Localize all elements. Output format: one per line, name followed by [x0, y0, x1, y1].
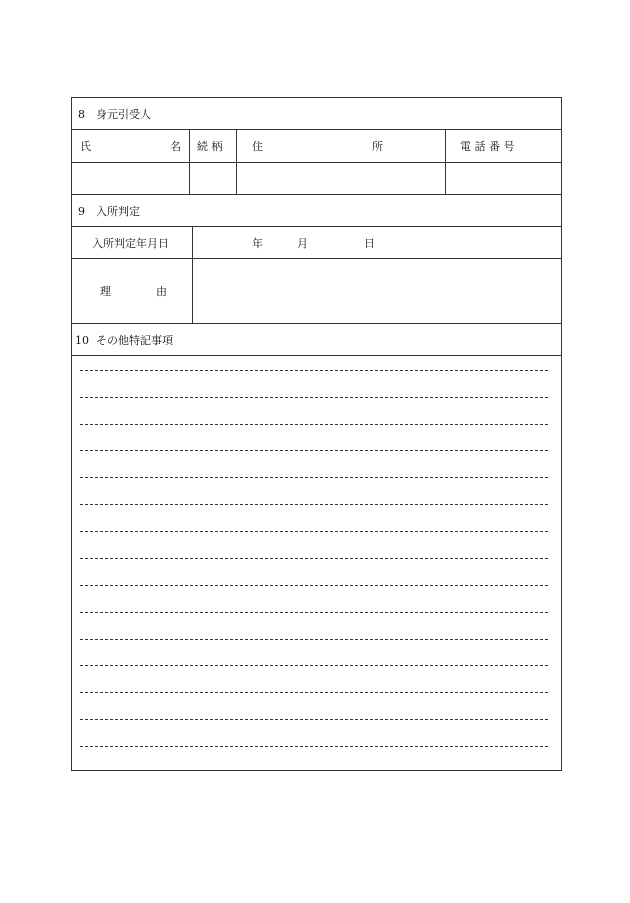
column-divider — [236, 130, 237, 195]
admission-date-row — [72, 227, 561, 259]
note-line — [80, 424, 548, 425]
column-divider — [189, 130, 190, 195]
name-header-first: 氏 — [80, 140, 91, 153]
note-line — [80, 558, 548, 559]
name-header-last: 名 — [170, 140, 181, 153]
note-line — [80, 397, 548, 398]
section8-entry-row — [72, 163, 561, 195]
guarantor-address-cell[interactable] — [237, 163, 445, 194]
form-table — [71, 97, 562, 771]
note-line — [80, 639, 548, 640]
section9-number: 9 — [78, 205, 85, 218]
section8-number: 8 — [78, 108, 85, 121]
section8-title: 身元引受人 — [96, 108, 151, 121]
special-notes-area[interactable] — [72, 356, 561, 770]
section10-header — [72, 324, 561, 356]
note-line — [80, 531, 548, 532]
note-line — [80, 612, 548, 613]
address-header-first: 住 — [252, 140, 263, 153]
column-divider — [192, 227, 193, 324]
section10-title: その他特記事項 — [96, 334, 173, 347]
note-line — [80, 504, 548, 505]
section9-header — [72, 195, 561, 227]
note-line — [80, 585, 548, 586]
relation-header: 続 柄 — [197, 140, 223, 153]
note-line — [80, 450, 548, 451]
guarantor-relation-cell[interactable] — [190, 163, 236, 194]
month-label: 月 — [297, 237, 308, 250]
section9-title: 入所判定 — [96, 205, 140, 218]
year-label: 年 — [252, 237, 263, 250]
note-line — [80, 370, 548, 371]
admission-reason-field[interactable] — [193, 259, 561, 323]
section8-header — [72, 98, 561, 130]
phone-header: 電 話 番 号 — [460, 140, 515, 153]
admission-date-field[interactable] — [193, 227, 561, 258]
note-line — [80, 692, 548, 693]
note-line — [80, 665, 548, 666]
section8-column-headers — [72, 130, 561, 163]
column-divider — [445, 130, 446, 195]
address-header-last: 所 — [372, 140, 383, 153]
note-line — [80, 746, 548, 747]
section10-number: 10 — [75, 334, 89, 347]
reason-label-last: 由 — [156, 285, 167, 298]
day-label: 日 — [364, 237, 375, 250]
reason-label-first: 理 — [100, 285, 111, 298]
note-line — [80, 719, 548, 720]
admission-date-label: 入所判定年月日 — [92, 237, 169, 250]
admission-reason-row — [72, 259, 561, 324]
guarantor-phone-cell[interactable] — [446, 163, 562, 194]
guarantor-name-cell[interactable] — [72, 163, 189, 194]
note-line — [80, 477, 548, 478]
